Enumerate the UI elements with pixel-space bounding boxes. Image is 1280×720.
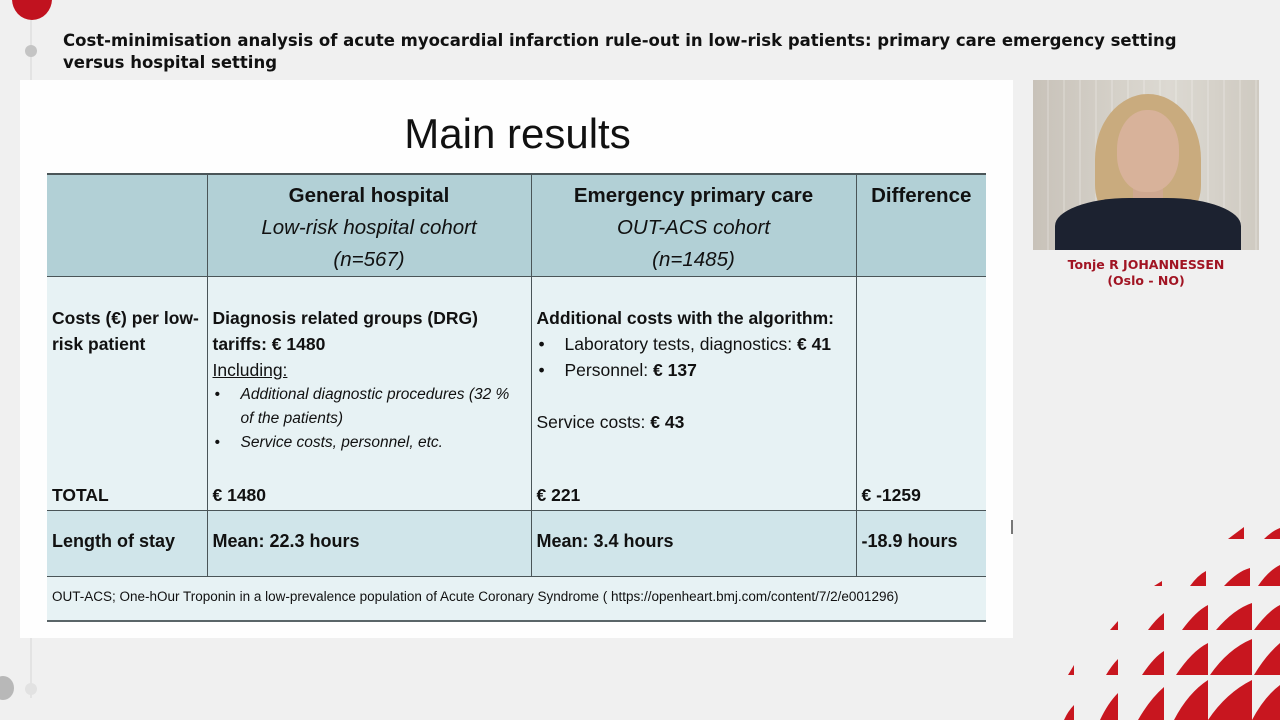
header-title: General hospital [288, 184, 450, 207]
cell-general-hospital-total: € 1480 [207, 477, 531, 511]
list-item: • Additional diagnostic procedures (32 % of the patients) [213, 383, 526, 431]
cell-emergency-primary-care-total: € 221 [531, 477, 856, 511]
speaker-body [1055, 198, 1241, 250]
slide-title: Main results [404, 110, 631, 157]
cost-item-value: € 137 [653, 360, 697, 380]
header-cohort: OUT-ACS cohort [616, 216, 771, 239]
header-sample-size: (n=567) [333, 248, 405, 271]
cost-item-label: Laboratory tests, diagnostics: [564, 334, 797, 354]
session-title: Cost-minimisation analysis of acute myocardial infarction rule-out in low-risk patients: primary care emergency setting versus hospital setting [63, 31, 1177, 72]
table-row-length-of-stay [47, 511, 986, 577]
cell-difference-costs [856, 277, 986, 477]
header-emergency-primary-care [531, 174, 856, 277]
cost-item-label: Personnel: [564, 360, 654, 380]
speaker-name: Tonje R JOHANNESSEN [1067, 257, 1225, 272]
cell-general-hospital-stay: Mean: 22.3 hours [207, 511, 531, 577]
presentation-slide [20, 80, 1013, 638]
decorative-triangle-pattern-icon [1050, 525, 1280, 720]
footnote: OUT-ACS; One-hOur Troponin in a low-prevalence population of Acute Coronary Syndrome ( https://openheart.bmj.com/content/7/2/e001296) [47, 577, 986, 621]
header-title: Emergency primary care [573, 184, 814, 207]
row-label-length-of-stay: Length of stay [47, 511, 207, 577]
list-item: • Service costs, personnel, etc. [213, 431, 526, 455]
included-items-list [213, 383, 526, 455]
service-costs-label: Service costs: [536, 412, 651, 432]
timeline-marker-bottom [0, 676, 14, 700]
row-label-costs: Costs (€) per low-risk patient [47, 277, 207, 477]
table-header-row [47, 174, 986, 277]
header-title: Difference [871, 184, 972, 207]
cell-emergency-primary-care-stay: Mean: 3.4 hours [531, 511, 856, 577]
table-row-costs [47, 277, 986, 477]
list-item [537, 331, 851, 357]
additional-costs-heading: Additional costs with the algorithm: [536, 308, 834, 328]
timeline-active-marker [12, 0, 52, 20]
cell-difference-total: € -1259 [856, 477, 986, 511]
header-difference [856, 174, 986, 277]
additional-costs-list [537, 331, 851, 383]
timeline-marker-bottom-small [25, 683, 37, 695]
cost-item-value: € 41 [796, 334, 832, 354]
speaker-caption [1033, 257, 1259, 289]
drg-tariff: tariffs: € 1480 [212, 334, 326, 354]
including-label: Including: [212, 360, 288, 380]
speaker-video [1033, 80, 1259, 250]
service-costs [537, 409, 851, 435]
speaker-location: (Oslo - NO) [1107, 273, 1185, 288]
table-row-footnote [47, 577, 986, 621]
cell-emergency-primary-care-costs [531, 277, 856, 477]
header-cohort: Low-risk hospital cohort [261, 216, 477, 239]
service-costs-value: € 43 [650, 412, 685, 432]
list-item [537, 357, 851, 383]
speaker-face [1117, 110, 1179, 192]
drg-line: Diagnosis related groups (DRG) [212, 308, 478, 328]
cell-difference-stay: -18.9 hours [856, 511, 986, 577]
row-label-total: TOTAL [47, 477, 207, 511]
mouse-cursor [1011, 520, 1013, 534]
cell-general-hospital-costs [207, 277, 531, 477]
table-row-total [47, 477, 986, 511]
timeline-marker [25, 45, 37, 57]
header-sample-size: (n=1485) [652, 248, 735, 271]
header-general-hospital [207, 174, 531, 277]
header-empty-cell [47, 174, 207, 277]
results-table [47, 173, 986, 622]
